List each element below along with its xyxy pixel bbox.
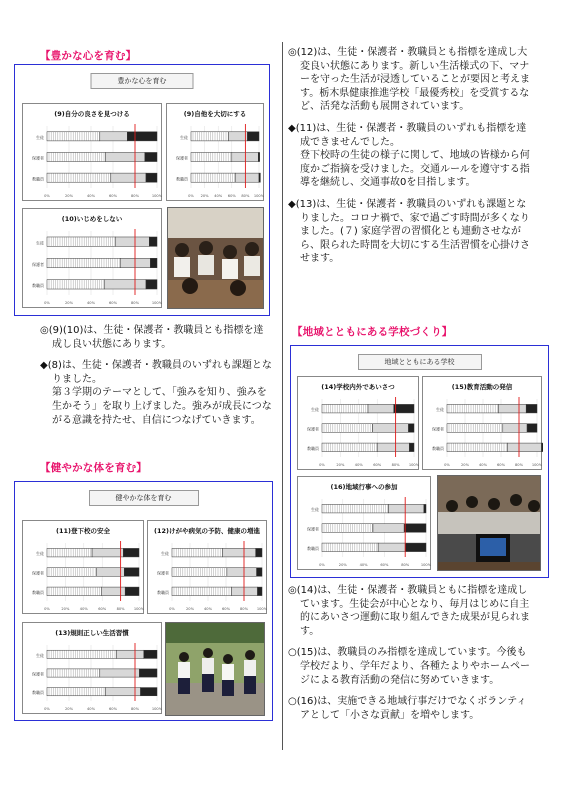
category-label: 教職員 <box>32 176 44 182</box>
bar-chart <box>297 376 419 470</box>
bar-segment <box>123 548 139 557</box>
x-tick-label: 40% <box>359 563 368 567</box>
paragraph-lead: ◆(11)は、生徒・保護者・教職員のいずれも指標を達成できませんでした。 <box>288 122 527 148</box>
x-tick-label: 20% <box>186 607 194 611</box>
chart-title: (16)地域行事への参加 <box>330 483 398 491</box>
category-label: 保護者 <box>32 261 44 267</box>
x-tick-label: 20% <box>65 301 73 305</box>
paragraph <box>40 359 272 427</box>
bar-segment <box>172 568 227 577</box>
bar-segment <box>191 173 235 182</box>
chart-svg <box>298 477 432 571</box>
x-tick-label: 100% <box>531 463 543 467</box>
x-tick-label: 80% <box>131 194 139 198</box>
chart-title: (14)学校内外であいさつ <box>321 383 395 391</box>
bar-segment <box>322 404 368 413</box>
x-tick-label: 100% <box>133 607 145 611</box>
bar-chart <box>422 376 542 470</box>
bar-segment <box>222 548 255 557</box>
bar-segment <box>97 568 125 577</box>
x-tick-label: 60% <box>373 463 382 467</box>
category-label: 保護者 <box>432 426 444 432</box>
chart-svg <box>148 521 268 615</box>
bar-segment <box>111 173 146 182</box>
x-tick-label: 0% <box>44 194 50 198</box>
chart-svg <box>23 623 163 715</box>
category-label: 保護者 <box>32 570 44 576</box>
x-tick-label: 80% <box>241 194 250 198</box>
paragraph: ◆(13)は、生徒・保護者・教職員のいずれも課題となりました。コロナ禍で、家で過ごす時間が多くなりました。(７) 家庭学習の習慣化とも連動させながら、限られた時間を大切にする生活習慣を心掛けさせます。 <box>288 198 530 265</box>
category-label: 生徒 <box>161 551 169 557</box>
bar-segment <box>404 524 426 533</box>
chart-svg <box>298 377 420 471</box>
x-tick-label: 0% <box>188 194 194 198</box>
x-tick-label: 80% <box>240 607 248 611</box>
x-tick-label: 0% <box>44 607 50 611</box>
chart-title: (13)規則正しい生活習慣 <box>55 629 129 637</box>
bar-segment <box>389 504 424 513</box>
chart-title: (11)登下校の安全 <box>56 527 110 535</box>
x-tick-label: 20% <box>336 463 345 467</box>
bar-segment <box>447 443 507 452</box>
bar-segment <box>191 132 228 141</box>
bar-segment <box>394 404 414 413</box>
chart-svg <box>23 104 163 202</box>
bar-segment <box>408 424 414 433</box>
bar-chart <box>22 622 162 714</box>
category-label: 教職員 <box>176 176 188 182</box>
category-label: 生徒 <box>36 652 44 658</box>
bar-segment <box>503 424 527 433</box>
bar-segment <box>227 568 257 577</box>
category-label: 教職員 <box>432 445 444 451</box>
category-label: 生徒 <box>436 407 444 413</box>
chart-title: (12)けがや病気の予防、健康の増進 <box>154 527 260 535</box>
bar-segment <box>145 152 157 161</box>
community-event-photo <box>437 475 541 571</box>
x-tick-label: 60% <box>98 607 107 611</box>
bar-segment <box>172 548 222 557</box>
x-tick-label: 40% <box>479 463 487 467</box>
bar-segment <box>322 443 377 452</box>
panel-title: 豊かな心を育む <box>91 73 194 89</box>
chart-svg <box>23 521 145 615</box>
category-label: 教職員 <box>32 589 44 595</box>
category-label: 教職員 <box>307 545 319 551</box>
bar-segment <box>424 504 426 513</box>
bar-segment <box>526 404 537 413</box>
category-label: 生徒 <box>311 507 319 513</box>
chart-title: (15)教育活動の発信 <box>451 383 513 391</box>
x-tick-label: 0% <box>44 707 50 711</box>
x-tick-label: 40% <box>354 463 363 467</box>
x-tick-label: 80% <box>391 463 400 467</box>
x-tick-label: 20% <box>65 194 73 198</box>
x-tick-label: 0% <box>44 301 50 305</box>
paragraph <box>288 122 534 190</box>
chart-svg <box>167 104 265 202</box>
bar-segment <box>146 280 157 289</box>
category-label: 教職員 <box>32 283 44 289</box>
category-label: 生徒 <box>36 551 44 557</box>
students-outdoor-photo <box>165 622 265 716</box>
bar-segment <box>228 132 247 141</box>
bar-chart <box>22 520 144 614</box>
paragraph: ○(16)は、実施できる地域行事だけでなくボランティアとして「小さな貢献」を増やします。 <box>288 696 527 721</box>
x-tick-label: 20% <box>200 194 209 198</box>
chart-panel-body <box>14 481 273 721</box>
bar-segment <box>257 568 262 577</box>
x-tick-label: 40% <box>87 707 95 711</box>
bar-chart <box>22 208 162 308</box>
section-heading-heart: 【豊かな心を育む】 <box>40 50 137 62</box>
bar-segment <box>377 443 409 452</box>
bar-segment <box>125 587 139 596</box>
bar-segment <box>146 173 157 182</box>
bar-segment <box>368 404 394 413</box>
chart-title: (10)いじめをしない <box>61 215 123 223</box>
x-tick-label: 100% <box>420 563 432 567</box>
bar-segment <box>378 543 405 552</box>
right-text-block-2 <box>288 584 534 730</box>
bar-segment <box>373 424 409 433</box>
bar-segment <box>47 258 121 267</box>
x-tick-label: 0% <box>169 607 175 611</box>
bar-segment <box>139 669 157 677</box>
bar-chart <box>22 103 162 201</box>
classroom-photo <box>167 207 264 309</box>
bar-segment <box>542 443 544 452</box>
x-tick-label: 60% <box>109 707 117 711</box>
paragraph: ◎(14)は、生徒・保護者・教職員ともに指標を達成しています。生徒会が中心となり、毎月はじめに自主的にあいさつ運動に取り組んできた成果が見られます。 <box>288 585 530 637</box>
bar-segment <box>150 258 157 267</box>
x-tick-label: 100% <box>253 194 265 198</box>
x-tick-label: 20% <box>65 707 73 711</box>
x-tick-label: 0% <box>319 563 325 567</box>
category-label: 生徒 <box>311 407 319 413</box>
bar-segment <box>101 587 125 596</box>
x-tick-label: 80% <box>515 463 523 467</box>
category-label: 生徒 <box>36 135 44 141</box>
bar-segment <box>104 280 146 289</box>
bar-segment <box>105 152 145 161</box>
paragraph-body: 登下校時の生徒の様子に関して、地域の皆様から何度かご指摘を受けました。交通ルールを遵守する指導を継続し、交通事故0を目指します。 <box>300 150 530 189</box>
bar-segment <box>373 524 404 533</box>
paragraph-body: 第３学期のテーマとして、「強みを知り、強みを生かそう」を取り上げました。強みが成長につながる意識を持たせ、自信につなげていきます。 <box>52 387 272 426</box>
panel-title: 健やかな体を育む <box>89 490 199 506</box>
bar-segment <box>100 669 140 677</box>
bar-segment <box>149 237 157 246</box>
section-heading-community: 【地域とともにある学校づくり】 <box>292 326 453 338</box>
x-tick-label: 40% <box>79 607 88 611</box>
chart-panel-heart <box>14 64 270 316</box>
x-tick-label: 40% <box>204 607 212 611</box>
bar-segment <box>116 650 144 658</box>
x-tick-label: 40% <box>214 194 223 198</box>
category-label: 保護者 <box>32 671 44 677</box>
x-tick-label: 100% <box>151 194 163 198</box>
bar-chart <box>147 520 267 614</box>
bar-segment <box>409 443 414 452</box>
bar-segment <box>191 152 232 161</box>
bar-segment <box>447 424 503 433</box>
bar-segment <box>47 669 100 677</box>
bar-segment <box>498 404 526 413</box>
x-tick-label: 60% <box>497 463 505 467</box>
x-tick-label: 80% <box>401 563 410 567</box>
x-tick-label: 60% <box>109 194 117 198</box>
bar-segment <box>527 424 537 433</box>
bar-segment <box>92 548 123 557</box>
paragraph: ○(15)は、教職員のみ指標を達成しています。今後も学校だより、学年だより、各種たよりやホームページによる教育活動の発信に努めていきます。 <box>288 647 530 686</box>
x-tick-label: 40% <box>87 194 95 198</box>
bar-segment <box>47 568 97 577</box>
category-label: 生徒 <box>36 240 44 246</box>
right-text-block-1 <box>288 46 534 274</box>
chart-svg <box>23 209 163 309</box>
bar-segment <box>121 258 151 267</box>
section-heading-body: 【健やかな体を育む】 <box>40 462 147 474</box>
x-tick-label: 100% <box>151 707 163 711</box>
bar-chart <box>297 476 431 570</box>
bar-segment <box>47 132 100 141</box>
bar-segment <box>235 173 259 182</box>
category-label: 教職員 <box>157 589 169 595</box>
bar-segment <box>507 443 541 452</box>
bar-segment <box>141 688 158 696</box>
bar-segment <box>405 543 426 552</box>
bar-segment <box>124 568 139 577</box>
bar-segment <box>100 132 128 141</box>
bar-segment <box>144 650 157 658</box>
x-tick-label: 80% <box>131 301 139 305</box>
paragraph: ◎(12)は、生徒・保護者・教職員とも指標を達成し大変良い状態にあります。新しい生活様式の下、マナーを守った生活が浸透していることが要因と考えます。栃木県健康推進学校「最優秀校」を受賞するなど、活発な活動も展開されています。 <box>288 47 530 113</box>
bar-segment <box>258 152 259 161</box>
chart-title: (9)自他を大切にする <box>183 110 247 118</box>
bar-segment <box>322 524 373 533</box>
bar-segment <box>47 173 111 182</box>
x-tick-label: 60% <box>109 301 117 305</box>
category-label: 保護者 <box>32 155 44 161</box>
category-label: 保護者 <box>176 155 188 161</box>
bar-segment <box>258 587 263 596</box>
x-tick-label: 100% <box>256 607 268 611</box>
bar-segment <box>127 132 157 141</box>
bar-segment <box>247 132 259 141</box>
chart-svg <box>423 377 543 471</box>
paragraph-lead: ◆(8)は、生徒・保護者・教職員のいずれも課題となりました。 <box>40 360 272 385</box>
chart-title: (9)自分の良さを見つける <box>54 110 130 118</box>
x-tick-label: 20% <box>461 463 469 467</box>
bar-segment <box>115 237 149 246</box>
x-tick-label: 80% <box>116 607 125 611</box>
category-label: 保護者 <box>157 570 169 576</box>
paragraph: ◎(9)(10)は、生徒・保護者・教職員とも指標を達成し良い状態にあります。 <box>40 325 264 350</box>
bar-segment <box>447 404 498 413</box>
column-divider <box>282 42 283 750</box>
panel-title: 地域とともにある学校 <box>358 354 482 370</box>
left-text-block-1 <box>40 324 272 435</box>
category-label: 生徒 <box>180 135 188 141</box>
bar-segment <box>47 237 115 246</box>
x-tick-label: 60% <box>222 607 230 611</box>
category-label: 保護者 <box>307 526 319 532</box>
bar-segment <box>322 424 373 433</box>
x-tick-label: 100% <box>408 463 420 467</box>
bar-segment <box>322 543 378 552</box>
category-label: 保護者 <box>307 426 319 432</box>
chart-panel-community <box>290 345 549 578</box>
bar-chart <box>166 103 264 201</box>
x-tick-label: 0% <box>444 463 450 467</box>
x-tick-label: 60% <box>380 563 389 567</box>
bar-segment <box>256 548 262 557</box>
x-tick-label: 100% <box>151 301 163 305</box>
x-tick-label: 60% <box>227 194 236 198</box>
bar-segment <box>322 504 389 513</box>
x-tick-label: 80% <box>131 707 139 711</box>
category-label: 教職員 <box>32 690 44 696</box>
x-tick-label: 0% <box>319 463 325 467</box>
x-tick-label: 40% <box>87 301 95 305</box>
x-tick-label: 20% <box>338 563 347 567</box>
bar-segment <box>259 173 260 182</box>
bar-segment <box>47 650 116 658</box>
bar-segment <box>47 548 92 557</box>
category-label: 教職員 <box>307 445 319 451</box>
x-tick-label: 20% <box>61 607 70 611</box>
